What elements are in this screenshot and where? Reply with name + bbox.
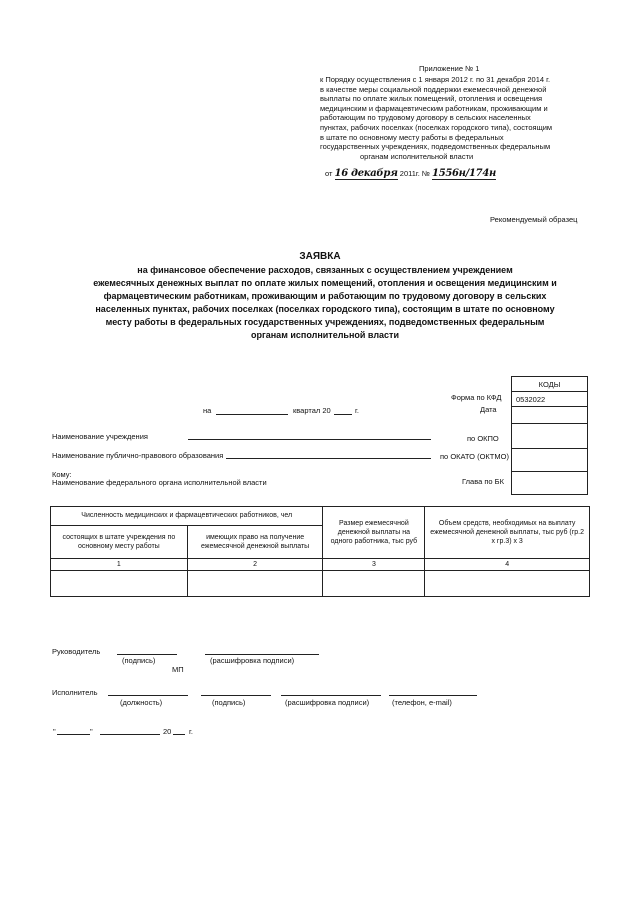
year-field[interactable]: [334, 405, 352, 415]
to-label: Кому:: [52, 470, 72, 479]
subtitle-line: населенных пунктах, рабочих поселках (поселках городского типа), состоящим в штате по основному: [95, 304, 555, 314]
handwritten-date: 16 декабря: [334, 168, 398, 179]
handwritten-number: 1556н/174н: [432, 168, 496, 179]
appendix-line: в штате по основному месту работы в федеральных: [320, 132, 504, 142]
subtitle-line: месту работы в федеральных государственных учреждениях, подведомственных федеральным: [105, 317, 545, 327]
subtitle-line: на финансовое обеспечение расходов, связанных с осуществлением учреждением: [137, 265, 513, 275]
appendix-line: к Порядку осуществления с 1 января 2012 г. по 31 декабря 2014 г.: [320, 75, 551, 84]
column-number: 1: [51, 559, 188, 571]
public-entity-label: Наименование публично-правового образования: [52, 451, 224, 460]
date-prefix: от: [325, 169, 333, 178]
appendix-title: Приложение № 1: [419, 64, 480, 73]
main-table: [50, 506, 590, 597]
data-cell[interactable]: [425, 571, 590, 597]
date-quote-close: ": [90, 727, 93, 736]
date-mid: 2011г. №: [399, 169, 430, 178]
header-volume: Объем средств, необходимых на выплату ежемесячной денежной выплаты, тыс руб (гр.2 х гр.3) х 3: [425, 507, 590, 559]
document-title: ЗАЯВКА: [299, 251, 341, 262]
federal-body-label: Наименование федерального органа исполнительной власти: [52, 478, 267, 487]
codes-table: [511, 376, 588, 495]
appendix-line: государственных учреждениях, подведомственных федеральным: [320, 142, 551, 152]
date-code-cell[interactable]: [512, 407, 588, 424]
data-cell[interactable]: [187, 571, 323, 597]
document-subtitle: [40, 264, 610, 342]
codes-header: КОДЫ: [512, 377, 588, 392]
data-cell[interactable]: [51, 571, 188, 597]
form-kfd-label: Форма по КФД: [451, 393, 502, 402]
appendix-date-line: [325, 168, 496, 181]
date-year-field[interactable]: [173, 725, 185, 735]
subtitle-line: органам исполнительной власти: [251, 330, 399, 340]
mp-label: МП: [172, 665, 184, 674]
executor-position-field[interactable]: [108, 686, 188, 696]
column-number: 2: [187, 559, 323, 571]
appendix-line: выплаты по оплате жилых помещений, отопления и освещения: [320, 94, 543, 104]
appendix-line: в качестве меры социальной поддержки ежемесячной денежной: [320, 84, 547, 94]
institution-field[interactable]: [188, 430, 431, 440]
period-na: на: [203, 406, 212, 415]
data-cell[interactable]: [323, 571, 425, 597]
executor-decode-field[interactable]: [281, 686, 381, 696]
header-eligible: имеющих право на получение ежемесячной денежной выплаты: [187, 526, 323, 559]
head-decode-caption: (расшифровка подписи): [210, 656, 295, 665]
okato-label: по ОКАТО (ОКТМО): [440, 452, 509, 461]
date-year-prefix: 20: [163, 727, 172, 736]
appendix-line: пунктах, рабочих поселках (поселках городского типа), состоящим: [320, 122, 553, 132]
appendix-text: [320, 75, 620, 161]
period-field[interactable]: [216, 405, 288, 415]
glava-code-cell[interactable]: [512, 472, 588, 495]
public-entity-field[interactable]: [226, 449, 431, 459]
executor-phone-field[interactable]: [389, 686, 477, 696]
form-code-value[interactable]: 0532022: [512, 392, 588, 407]
glava-label: Глава по БК: [462, 477, 504, 486]
executor-decode-caption: (расшифровка подписи): [285, 698, 370, 707]
header-count: Численность медицинских и фармацевтических работников, чел: [51, 507, 323, 526]
head-label: Руководитель: [52, 647, 101, 656]
head-decode-field[interactable]: [205, 645, 319, 655]
date-quote-open: ": [53, 727, 56, 736]
subtitle-line: ежемесячных денежных выплат по оплате жилых помещений, отопления и освещения медицинским и: [93, 278, 557, 288]
date-label: Дата: [480, 405, 497, 414]
month-field[interactable]: [100, 725, 160, 735]
institution-label: Наименование учреждения: [52, 432, 148, 441]
period-year-suffix: г.: [355, 406, 359, 415]
column-number: 4: [425, 559, 590, 571]
header-staff: состоящих в штате учреждения по основному месту работы: [51, 526, 188, 559]
day-field[interactable]: [57, 725, 90, 735]
okato-code-cell[interactable]: [512, 449, 588, 472]
date-year-suffix: г.: [189, 727, 193, 736]
appendix-line: медицинским и фармацевтическим работникам, проживающим и: [320, 103, 548, 113]
period-kvartal: квартал 20: [293, 406, 331, 415]
header-amount: Размер ежемесячной денежной выплаты на одного работника, тыс руб: [323, 507, 425, 559]
executor-label: Исполнитель: [52, 688, 98, 697]
executor-phone-caption: (телефон, e-mail): [392, 698, 452, 707]
okpo-label: по ОКПО: [467, 434, 499, 443]
column-number: 3: [323, 559, 425, 571]
executor-position-caption: (должность): [120, 698, 163, 707]
executor-sign-caption: (подпись): [212, 698, 246, 707]
head-sign-field[interactable]: [117, 645, 177, 655]
appendix-line: органам исполнительной власти: [360, 151, 474, 161]
executor-sign-field[interactable]: [201, 686, 271, 696]
head-sign-caption: (подпись): [122, 656, 156, 665]
subtitle-line: фармацевтическим работникам, проживающим и работающим по трудовому договору в сельских: [103, 291, 547, 301]
appendix-line: работающим по трудовому договору в сельских населенных: [320, 113, 531, 123]
okpo-code-cell[interactable]: [512, 424, 588, 449]
recommended-sample: Рекомендуемый образец: [490, 215, 578, 224]
